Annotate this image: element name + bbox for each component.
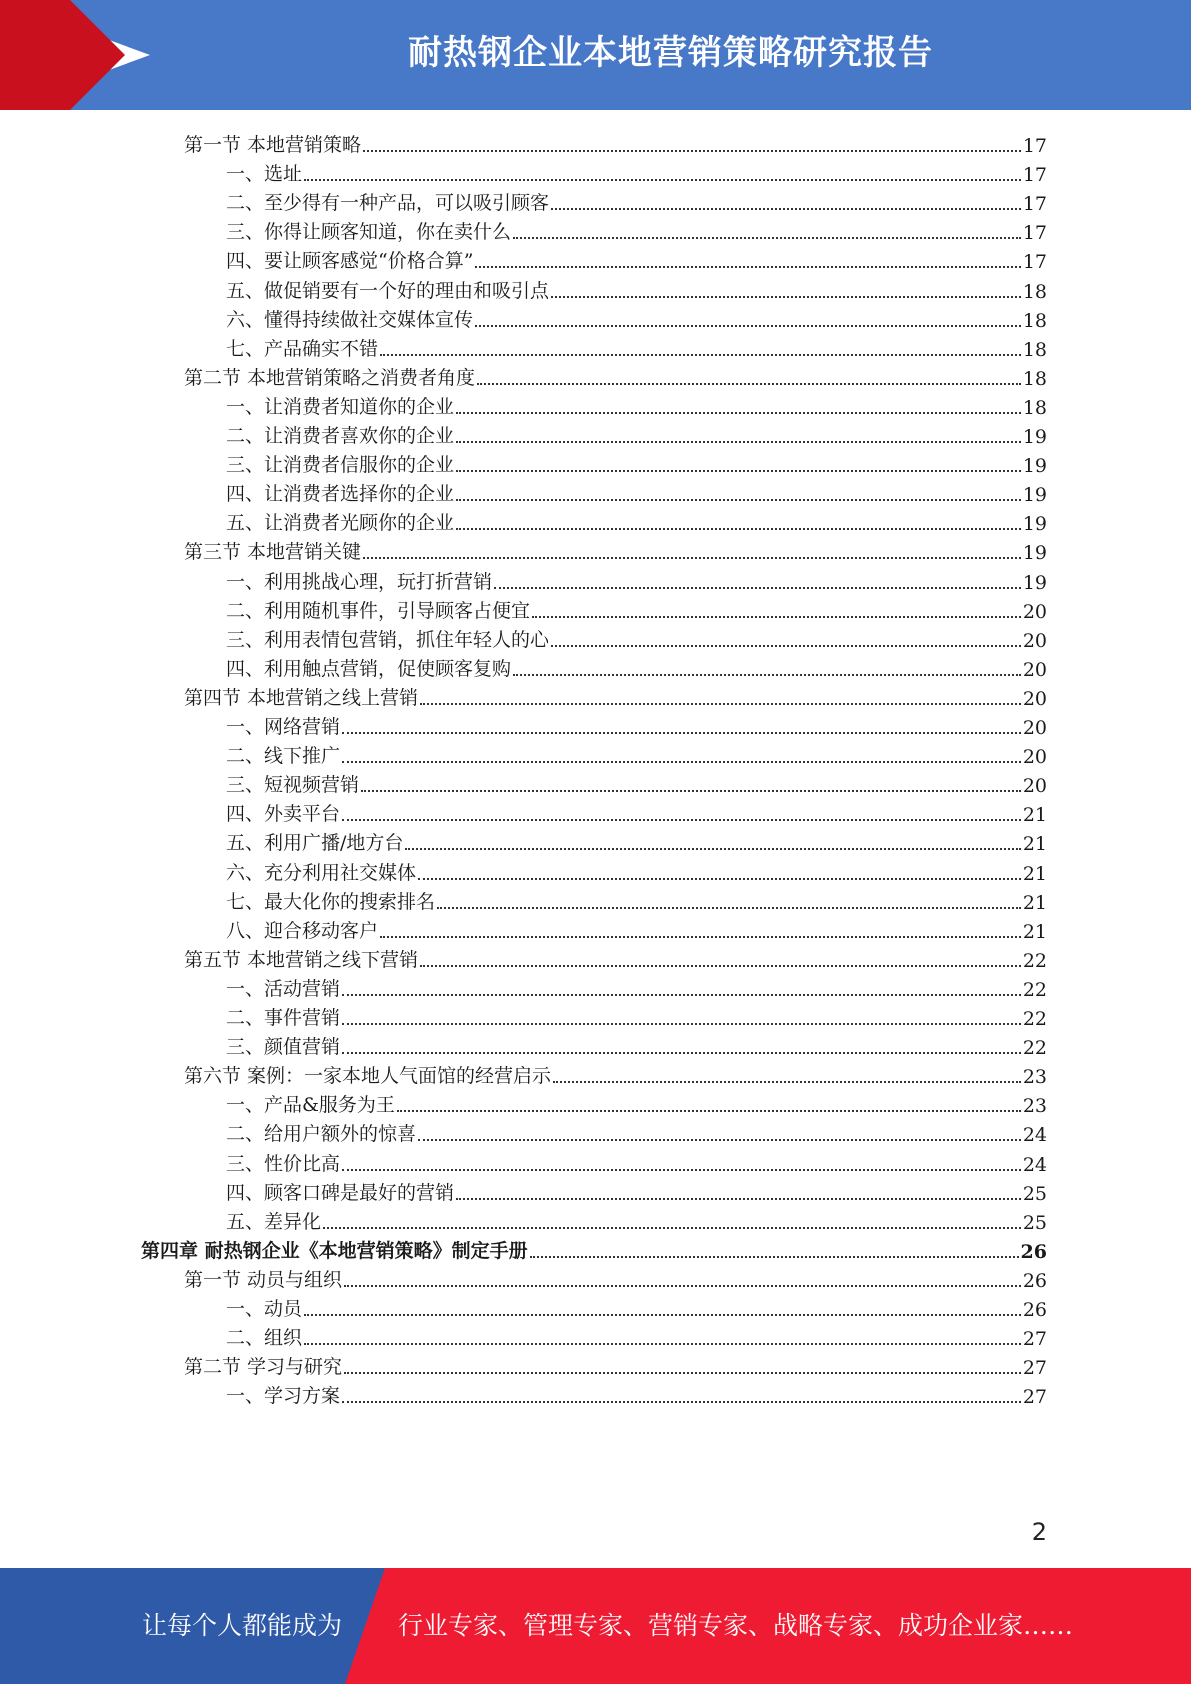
toc-entry[interactable] — [226, 505, 1047, 535]
toc-entry[interactable] — [226, 331, 1047, 361]
toc-entry-label: 四、外卖平台 — [226, 803, 341, 825]
toc-entry-page: 21 — [1022, 863, 1047, 885]
toc-leader-dots — [513, 659, 1021, 681]
toc-entry[interactable] — [141, 1233, 1047, 1263]
toc-entry[interactable] — [226, 243, 1047, 273]
toc-leader-dots — [553, 1066, 1021, 1088]
toc-entry-page: 20 — [1022, 775, 1047, 797]
toc-entry[interactable] — [226, 1291, 1047, 1321]
toc-entry-label: 二、线下推广 — [226, 745, 341, 767]
toc-entry[interactable] — [226, 1116, 1047, 1146]
toc-entry-page: 20 — [1022, 601, 1047, 623]
toc-entry-page: 18 — [1022, 397, 1047, 419]
toc-entry[interactable] — [226, 709, 1047, 739]
toc-entry-label: 二、给用户额外的惊喜 — [226, 1123, 417, 1145]
toc-entry[interactable] — [226, 476, 1047, 506]
toc-leader-dots — [304, 164, 1021, 186]
toc-entry-label: 二、至少得有一种产品，可以吸引顾客 — [226, 192, 550, 214]
toc-entry[interactable] — [184, 534, 1047, 564]
toc-leader-dots — [475, 251, 1020, 273]
toc-entry[interactable] — [226, 273, 1047, 303]
toc-leader-dots — [456, 513, 1021, 535]
page-footer — [0, 1568, 1191, 1684]
toc-leader-dots — [456, 1183, 1021, 1205]
toc-entry-page: 17 — [1022, 222, 1047, 244]
toc-entry-label: 一、学习方案 — [226, 1385, 341, 1407]
toc-leader-dots — [456, 484, 1021, 506]
toc-entry[interactable] — [226, 738, 1047, 768]
toc-leader-dots — [344, 1357, 1021, 1379]
toc-entry-page: 25 — [1022, 1183, 1047, 1205]
toc-entry-page: 19 — [1022, 513, 1047, 535]
toc-leader-dots — [363, 542, 1021, 564]
toc-entry-label: 二、利用随机事件，引导顾客占便宜 — [226, 600, 531, 622]
toc-leader-dots — [342, 717, 1021, 739]
toc-entry-label: 三、你得让顾客知道，你在卖什么 — [226, 221, 512, 243]
toc-leader-dots — [363, 135, 1021, 157]
toc-entry-page: 18 — [1022, 339, 1047, 361]
toc-entry-page: 22 — [1022, 979, 1047, 1001]
toc-entry-page: 23 — [1022, 1066, 1047, 1088]
toc-leader-dots — [456, 397, 1021, 419]
toc-leader-dots — [551, 193, 1021, 215]
footer-slogan-left: 让每个人都能成为 — [142, 1611, 343, 1640]
toc-leader-dots — [344, 1270, 1021, 1292]
toc-entry-label: 三、利用表情包营销，抓住年轻人的心 — [226, 629, 550, 651]
toc-entry[interactable] — [226, 1000, 1047, 1030]
toc-entry[interactable] — [226, 796, 1047, 826]
toc-entry-label: 二、让消费者喜欢你的企业 — [226, 425, 455, 447]
toc-entry-label: 一、选址 — [226, 163, 303, 185]
toc-entry-label: 三、性价比高 — [226, 1153, 341, 1175]
toc-entry[interactable] — [184, 127, 1047, 157]
toc-entry-page: 21 — [1022, 833, 1047, 855]
toc-entry-page: 24 — [1022, 1124, 1047, 1146]
toc-entry-label: 一、产品&服务为王 — [226, 1094, 395, 1116]
toc-leader-dots — [418, 863, 1021, 885]
toc-entry-label: 第三节 本地营销关键 — [184, 541, 362, 563]
toc-entry-label: 第一节 动员与组织 — [184, 1269, 343, 1291]
toc-entry[interactable] — [226, 884, 1047, 914]
toc-entry[interactable] — [226, 971, 1047, 1001]
toc-entry[interactable] — [226, 1320, 1047, 1350]
toc-entry-page: 21 — [1022, 804, 1047, 826]
toc-leader-dots — [342, 1008, 1021, 1030]
toc-entry-label: 三、短视频营销 — [226, 774, 360, 796]
toc-entry-page: 22 — [1022, 1008, 1047, 1030]
toc-leader-dots — [513, 222, 1021, 244]
toc-entry-label: 三、让消费者信服你的企业 — [226, 454, 455, 476]
toc-entry-label: 一、活动营销 — [226, 978, 341, 1000]
toc-leader-dots — [420, 950, 1021, 972]
toc-leader-dots — [397, 1095, 1021, 1117]
toc-entry[interactable] — [226, 1378, 1047, 1408]
toc-entry-page: 20 — [1022, 746, 1047, 768]
toc-entry-page: 20 — [1022, 630, 1047, 652]
toc-entry-page: 18 — [1022, 281, 1047, 303]
toc-leader-dots — [437, 892, 1021, 914]
toc-entry-label: 七、最大化你的搜索排名 — [226, 891, 436, 913]
toc-entry-page: 27 — [1022, 1328, 1047, 1350]
toc-entry-label: 八、迎合移动客户 — [226, 920, 379, 942]
toc-entry-page: 17 — [1022, 251, 1047, 273]
toc-entry-label: 四、利用触点营销，促使顾客复购 — [226, 658, 512, 680]
toc-entry-label: 一、让消费者知道你的企业 — [226, 396, 455, 418]
toc-entry-label: 三、颜值营销 — [226, 1036, 341, 1058]
toc-entry-page: 19 — [1022, 572, 1047, 594]
toc-leader-dots — [342, 1154, 1021, 1176]
toc-leader-dots — [551, 281, 1021, 303]
toc-entry[interactable] — [226, 622, 1047, 652]
toc-entry-label: 第二节 本地营销策略之消费者角度 — [184, 367, 476, 389]
toc-entry-page: 22 — [1022, 950, 1047, 972]
toc-leader-dots — [420, 688, 1021, 710]
toc-leader-dots — [530, 1241, 1019, 1263]
toc-leader-dots — [418, 1124, 1021, 1146]
toc-leader-dots — [342, 804, 1021, 826]
toc-entry[interactable] — [226, 156, 1047, 186]
toc-entry-page: 25 — [1022, 1212, 1047, 1234]
toc-leader-dots — [551, 630, 1021, 652]
toc-entry-label: 第四章 耐热钢企业《本地营销策略》制定手册 — [141, 1240, 528, 1262]
toc-leader-dots — [380, 339, 1021, 361]
toc-entry[interactable] — [184, 680, 1047, 710]
toc-entry[interactable] — [184, 1058, 1047, 1088]
toc-entry[interactable] — [184, 942, 1047, 972]
toc-entry-label: 五、利用广播/地方台 — [226, 832, 404, 854]
toc-leader-dots — [405, 833, 1020, 855]
toc-entry-label: 四、让消费者选择你的企业 — [226, 483, 455, 505]
footer-slogan-right: 行业专家、管理专家、营销专家、战略专家、成功企业家…… — [398, 1611, 1074, 1640]
toc-leader-dots — [304, 1328, 1021, 1350]
toc-leader-dots — [323, 1212, 1021, 1234]
toc-entry-label: 一、网络营销 — [226, 716, 341, 738]
toc-entry-label: 第五节 本地营销之线下营销 — [184, 949, 419, 971]
toc-leader-dots — [380, 921, 1021, 943]
toc-entry-label: 六、懂得持续做社交媒体宣传 — [226, 309, 474, 331]
toc-leader-dots — [342, 1386, 1021, 1408]
page-number: 2 — [1031, 1518, 1047, 1546]
toc-entry-page: 17 — [1022, 135, 1047, 157]
report-title: 耐热钢企业本地营销策略研究报告 — [408, 33, 933, 73]
toc-leader-dots — [456, 455, 1021, 477]
toc-entry-page: 24 — [1022, 1154, 1047, 1176]
toc-leader-dots — [475, 310, 1021, 332]
toc-leader-dots — [494, 572, 1021, 594]
toc-entry-page: 18 — [1022, 310, 1047, 332]
toc-entry-label: 四、顾客口碑是最好的营销 — [226, 1182, 455, 1204]
toc-entry-page: 27 — [1022, 1386, 1047, 1408]
toc-entry-label: 五、让消费者光顾你的企业 — [226, 512, 455, 534]
toc-entry-label: 六、充分利用社交媒体 — [226, 862, 417, 884]
toc-entry-page: 26 — [1022, 1299, 1047, 1321]
toc-entry[interactable] — [226, 214, 1047, 244]
toc-entry[interactable] — [226, 185, 1047, 215]
toc-leader-dots — [477, 368, 1021, 390]
toc-entry[interactable] — [226, 1087, 1047, 1117]
toc-entry[interactable] — [226, 825, 1047, 855]
toc-entry-label: 第一节 本地营销策略 — [184, 134, 362, 156]
toc-entry-page: 21 — [1022, 892, 1047, 914]
toc-entry-page: 20 — [1022, 717, 1047, 739]
toc-entry[interactable] — [226, 1204, 1047, 1234]
toc-leader-dots — [304, 1299, 1021, 1321]
toc-entry[interactable] — [226, 564, 1047, 594]
toc-entry[interactable] — [226, 913, 1047, 943]
toc-entry-label: 第四节 本地营销之线上营销 — [184, 687, 419, 709]
toc-entry-label: 二、组织 — [226, 1327, 303, 1349]
toc-entry-page: 18 — [1022, 368, 1047, 390]
page-header — [0, 0, 1191, 110]
toc-entry[interactable] — [226, 302, 1047, 332]
toc-leader-dots — [532, 601, 1021, 623]
toc-entry-page: 17 — [1022, 193, 1047, 215]
toc-entry[interactable] — [226, 389, 1047, 419]
toc-entry-label: 四、要让顾客感觉“价格合算” — [226, 250, 474, 272]
toc-entry[interactable] — [226, 1146, 1047, 1176]
toc-entry-label: 第六节 案例：一家本地人气面馆的经营启示 — [184, 1065, 552, 1087]
toc-entry[interactable] — [226, 855, 1047, 885]
toc-entry-page: 23 — [1022, 1095, 1047, 1117]
toc-entry-page: 27 — [1022, 1357, 1047, 1379]
toc-entry[interactable] — [184, 1262, 1047, 1292]
toc-entry[interactable] — [184, 1349, 1047, 1379]
toc-entry-label: 五、做促销要有一个好的理由和吸引点 — [226, 280, 550, 302]
toc-entry-page: 21 — [1022, 921, 1047, 943]
toc-entry-label: 一、利用挑战心理，玩打折营销 — [226, 571, 493, 593]
toc-entry[interactable] — [226, 651, 1047, 681]
toc-entry-page: 17 — [1022, 164, 1047, 186]
toc-entry-page: 19 — [1022, 484, 1047, 506]
toc-entry-page: 20 — [1022, 659, 1047, 681]
toc-entry[interactable] — [226, 767, 1047, 797]
toc-leader-dots — [342, 1037, 1021, 1059]
toc-entry-label: 二、事件营销 — [226, 1007, 341, 1029]
toc-entry[interactable] — [226, 1029, 1047, 1059]
toc-entry-page: 26 — [1020, 1241, 1047, 1263]
toc-entry-page: 26 — [1022, 1270, 1047, 1292]
toc-entry[interactable] — [226, 447, 1047, 477]
toc-entry[interactable] — [226, 1175, 1047, 1205]
toc-leader-dots — [342, 746, 1021, 768]
toc-entry-label: 第二节 学习与研究 — [184, 1356, 343, 1378]
toc-entry-label: 五、差异化 — [226, 1211, 322, 1233]
toc-entry[interactable] — [226, 593, 1047, 623]
toc-entry-label: 七、产品确实不错 — [226, 338, 379, 360]
toc-entry-page: 19 — [1022, 426, 1047, 448]
toc-leader-dots — [342, 979, 1021, 1001]
toc-entry-page: 19 — [1022, 542, 1047, 564]
toc-entry-label: 一、动员 — [226, 1298, 303, 1320]
toc-leader-dots — [361, 775, 1021, 797]
toc-entry-page: 20 — [1022, 688, 1047, 710]
toc-entry-page: 22 — [1022, 1037, 1047, 1059]
toc-entry-page: 19 — [1022, 455, 1047, 477]
toc-leader-dots — [456, 426, 1021, 448]
toc-entry[interactable] — [184, 360, 1047, 390]
toc-entry[interactable] — [226, 418, 1047, 448]
